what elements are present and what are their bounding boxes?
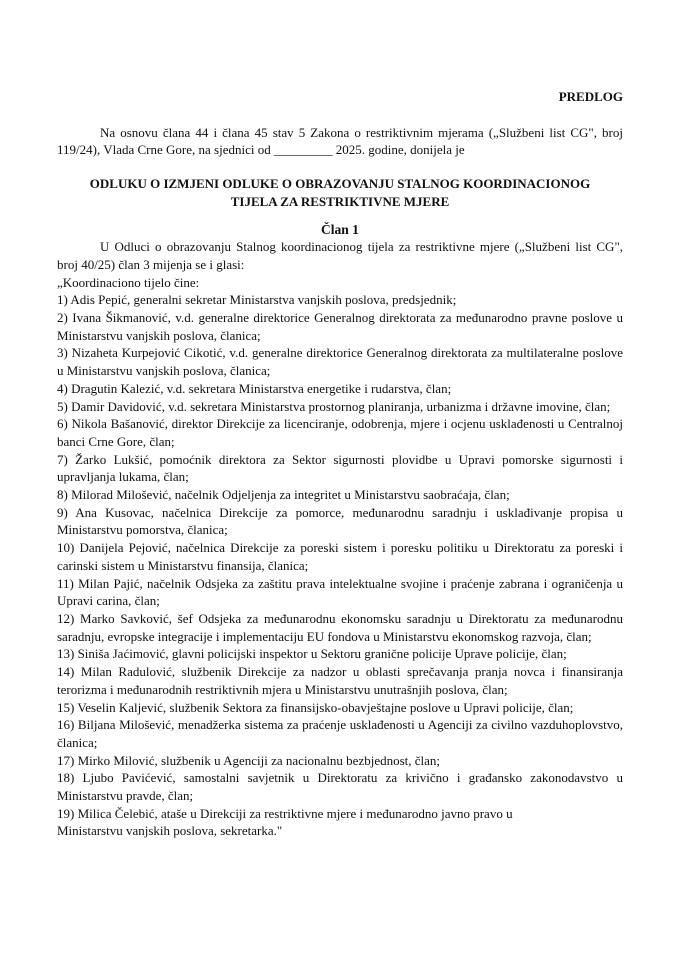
proposal-label: PREDLOG xyxy=(558,89,623,104)
decision-title xyxy=(57,175,623,210)
list-item: 4) Dragutin Kalezić, v.d. sekretara Ministarstva energetike i rudarstva, član; xyxy=(57,380,452,396)
list-item: 14) Milan Radulović, službenik Direkcije za nadzor u oblasti sprečavanja pranja novca i finansiranja terorizma i međunarodnih restriktivnih mjera u Ministarstvu unutrašnjih poslova, član; xyxy=(57,664,623,697)
list-item: 18) Ljubo Pavićević, samostalni savjetnik u Direktoratu za krivično i građansko zakonodavstvo u Ministarstvu pravde, član; xyxy=(57,770,623,804)
title-line-2: TIJELA ZA RESTRIKTIVNE MJERE xyxy=(230,193,450,209)
list-item: 1) Adis Pepić, generalni sekretar Ministarstva vanjskih poslova, predsjednik; xyxy=(57,292,457,308)
title-line-1: ODLUKU O IZMJENI ODLUKE O OBRAZOVANJU STALNOG KOORDINACIONOG xyxy=(89,176,591,192)
intro-paragraph: Na osnovu člana 44 i člana 45 stav 5 Zakona o restriktivnim mjerama („Službeni list CG", broj 119/24), Vlada Crne Gore, na sjednici od _________ 2025. godine, donijela je xyxy=(57,124,623,158)
article-text: U Odluci o obrazovanju Stalnog koordinacionog tijela za restriktivne mjere („Službeni list CG", broj 40/25) član 3 mijenja se i glasi: xyxy=(57,239,623,272)
list-item: 8) Milorad Milošević, načelnik Odjeljenja za integritet u Ministarstvu saobraćaja, član; xyxy=(57,487,510,503)
list-item xyxy=(57,805,623,840)
article-heading: Član 1 xyxy=(321,221,359,237)
list-item: 17) Mirko Milović, službenik u Agenciji za nacionalnu bezbjednost, član; xyxy=(57,752,441,768)
list-item: 10) Danijela Pejović, načelnica Direkcije za poreski sistem i poresku politiku u Direktoratu za poreski i carinski sistem u Ministarstvu finansija, članica; xyxy=(57,540,623,573)
document-page xyxy=(57,88,623,840)
list-item: 15) Veselin Kaljević, službenik Sektora za finansijsko-obavještajne poslove u Upravi policije, član; xyxy=(57,699,574,715)
list-item: 9) Ana Kusovac, načelnica Direkcije za pomorce, međunarodnu saradnju i usklađivanje propisa u Ministarstvu pomorstva, članica; xyxy=(57,504,623,538)
list-item: 7) Žarko Lukšić, pomoćnik direktora za Sektor sigurnosti plovidbe u Upravi pomorske sigurnosti i upravljanja lukama, član; xyxy=(57,451,623,485)
list-item-line-2: Ministarstvu vanjskih poslova, sekretarka." xyxy=(57,823,283,839)
list-item: 5) Damir Davidović, v.d. sekretara Ministarstva prostornog planiranja, urbanizma i državne imovine, član; xyxy=(57,398,611,414)
list-item-line-1: 19) Milica Čelebić, ataše u Direkciji za restriktivne mjere i međunarodno javno pravo u xyxy=(57,805,513,821)
list-item: 3) Nizaheta Kurpejović Cikotić, v.d. generalne direktorice Generalnog direktorata za multilateralne poslove u Ministarstvu vanjskih poslova, članica; xyxy=(57,345,623,379)
list-item: 11) Milan Pajić, načelnik Odsjeka za zaštitu prava intelektualne svojine i praćenje zabrana i ograničenja u Upravi carina, član; xyxy=(57,575,623,609)
members-lead: „Koordinaciono tijelo čine: xyxy=(57,274,200,290)
list-item: 16) Biljana Milošević, menadžerka sistema za praćenje usklađenosti u Agenciji za civilno vazduhoplovstvo, članica; xyxy=(57,717,623,750)
list-item: 2) Ivana Šikmanović, v.d. generalne direktorice Generalnog direktorata za međunarodno pravne poslove u Ministarstvu vanjskih poslova, članica; xyxy=(57,310,623,343)
list-item: 6) Nikola Bašanović, direktor Direkcije za licenciranje, odobrenja, mjere i ocjenu usklađenosti u Centralnoj banci Crne Gore, član; xyxy=(57,416,623,449)
members-list xyxy=(57,291,623,804)
list-item: 12) Marko Savković, šef Odsjeka za međunarodnu ekonomsku saradnju u Direktoratu za međunarodnu saradnju, evropske integracije i implementaciju EU fondova u Ministarstvu ekonomskog razvoja, član; xyxy=(57,610,623,644)
list-item: 13) Siniša Jaćimović, glavni policijski inspektor u Sektoru granične policije Uprave policije, član; xyxy=(57,646,567,662)
